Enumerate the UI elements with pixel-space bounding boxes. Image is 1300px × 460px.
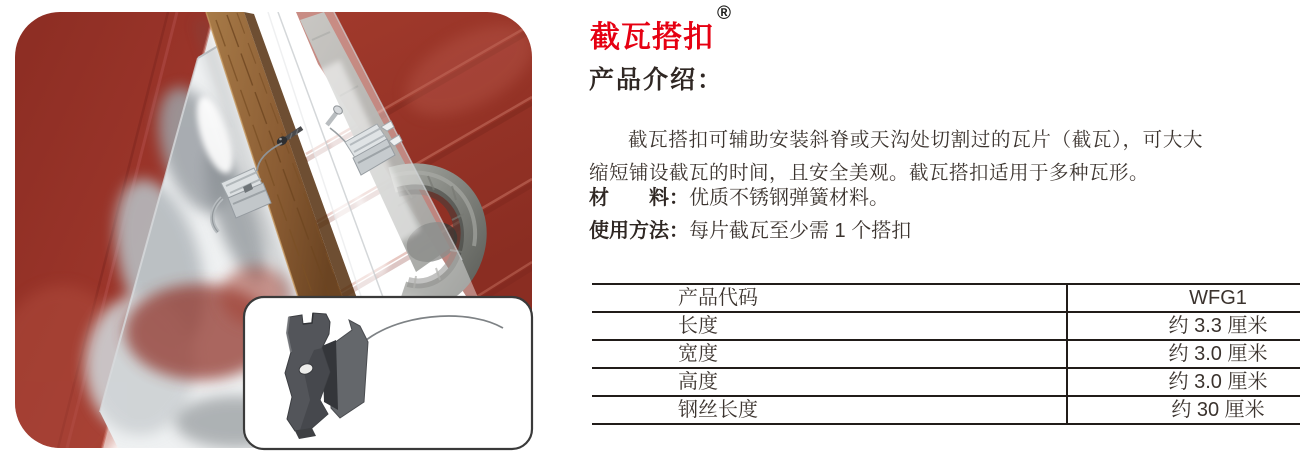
usage-value: 每片截瓦至少需 1 个搭扣 [689,220,912,242]
table-row [592,340,1300,368]
spec-table [592,283,1300,425]
spec-value: WFG1 [1067,284,1300,312]
usage-label: 使用方法： [589,220,689,242]
spec-value: 约 3.3 厘米 [1067,312,1300,340]
material-line [589,182,911,215]
page-title [590,3,731,56]
table-row [592,368,1300,396]
product-properties [589,182,911,248]
table-row [592,284,1300,312]
spec-label: 高度 [592,368,1067,396]
spec-label: 宽度 [592,340,1067,368]
spec-label: 产品代码 [592,284,1067,312]
table-row [592,396,1300,424]
product-name: 截瓦搭扣 [590,21,714,54]
spec-label: 钢丝长度 [592,396,1067,424]
material-value: 优质不锈钢弹簧材料。 [689,187,889,209]
registered-trademark-mark: ® [717,3,731,24]
spec-label: 长度 [592,312,1067,340]
material-label: 材 料： [589,187,689,209]
spec-value: 约 3.0 厘米 [1067,340,1300,368]
spec-value: 约 30 厘米 [1067,396,1300,424]
product-description: 截瓦搭扣可辅助安装斜脊或天沟处切割过的瓦片（截瓦），可大大缩短铺设截瓦的时间，且安全美观。截瓦搭扣适用于多种瓦形。 [589,128,1203,184]
spec-value: 约 3.0 厘米 [1067,368,1300,396]
table-row [592,312,1300,340]
section-heading: 产品介绍： [589,66,725,94]
usage-line [589,215,911,248]
